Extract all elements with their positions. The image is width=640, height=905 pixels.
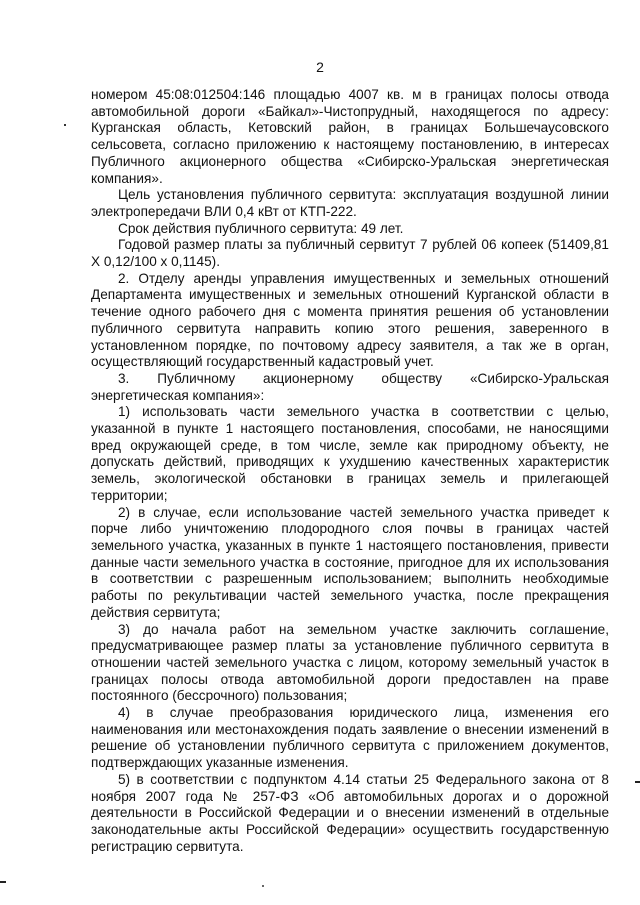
paragraph-subitem-1: 1) использовать части земельного участка в соответствии с целью, указанной в пункте 1 настоящего постановления, способами, не наносящими вред окружающей среде, в том числе, земле как природному объекту, не допускать действий, приводящих к ухудшению качественных характеристик земель, экологической обстановки в границах земель и прилегающей территории; [91,404,609,503]
paragraph-purpose: Цель установления публичного сервитута: эксплуатация воздушной линии электропередачи ВЛИ 0,4 кВт от КТП-222. [91,187,609,219]
paragraph-annual-fee: Годовой размер платы за публичный сервитут 7 рублей 06 копеек (51409,81 X 0,12/100 x 0,1145). [91,237,609,270]
document-body [91,87,609,855]
page-number: 2 [316,59,324,75]
margin-mark [64,124,66,126]
paragraph-subitem-4: 4) в случае преобразования юридического лица, изменения его наименования или местонахождения подать заявление о внесении изменений в решение об установлении публичного сервитута с приложением документов, подтверждающих указанные изменения. [91,705,609,771]
paragraph-subitem-5: 5) в соответствии с подпунктом 4.14 статьи 25 Федерального закона от 8 ноября 2007 года № 257-ФЗ «Об автомобильных дорогах и о дорожной деятельности в Российской Федерации и о внесении изменений в отдельные законодательные акты Российской Федерации» осуществить государственную регистрацию сервитута. [91,771,609,854]
scan-dot-mark [262,885,264,887]
paragraph-continuation: номером 45:08:012504:146 площадью 4007 кв. м в границах полосы отвода автомобильной дороги «Байкал»-Чистопрудный, находящегося по адресу: Курганская область, Кетовский район, в границах Большечаусовского сельсовета, согласно приложению к настоящему постановлению, в интересах Публичного акционерного общества «Сибирско-Уральская энергетическая компания». [91,87,609,186]
paragraph-subitem-3: 3) до начала работ на земельном участке заключить соглашение, предусматривающее размер платы за установление публичного сервитута в отношении частей земельного участка с лицом, которому земельный участок в границах полосы отвода автомобильной дороги предоставлен на праве постоянного (бессрочного) пользования; [91,621,609,704]
scan-edge-mark-right [635,781,640,783]
paragraph-item-2: 2. Отделу аренды управления имущественных и земельных отношений Департамента имущественных и земельных отношений Курганской области в течение одного рабочего дня с момента принятия решения об установлении публичного сервитута направить копию этого решения, заверенного в установленном порядке, по почтовому адресу заявителя, а так же в орган, осуществляющий государственный кадастровый учет. [91,270,609,370]
paragraph-item-3: 3. Публичному акционерному обществу «Сибирско-Уральская энергетическая компания»: [91,370,609,403]
paragraph-term: Срок действия публичного сервитута: 49 лет. [118,220,404,236]
paragraph-subitem-2: 2) в случае, если использование частей земельного участка приведет к порче либо уничтожению плодородного слоя почвы в границах частей земельного участка, указанных в пункте 1 настоящего постановления, привести данные части земельного участка в состояние, пригодное для их использования в соответствии с разрешенным использованием; выполнить необходимые работы по рекультивации частей земельного участка, после прекращения действия сервитута; [91,504,609,620]
scan-edge-mark-left [0,881,6,883]
